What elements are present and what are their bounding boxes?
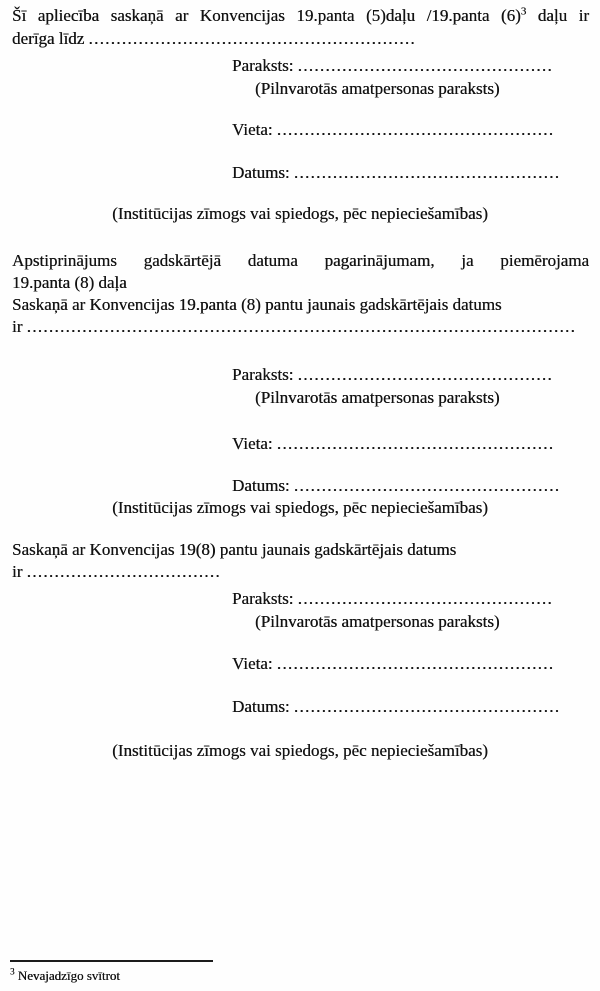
signature-row-3	[232, 588, 553, 609]
date-fill-line: ................................................	[293, 163, 561, 182]
new-annual-date-row	[12, 316, 576, 337]
footnote-marker: 3	[10, 966, 15, 977]
ir-label: ir	[12, 562, 23, 581]
date-label: Datums:	[232, 697, 290, 716]
date-row-2	[232, 475, 560, 496]
stamp-note-2: (Institūcijas zīmogs vai spiedogs, pēc nepieciešamības)	[112, 498, 488, 517]
signature-fill-line: ..............................................	[297, 365, 553, 384]
place-fill-line: ..................................................	[276, 120, 555, 139]
signature-caption-2: (Pilnvarotās amatpersonas paraksts)	[255, 388, 500, 407]
new-date-clause-3: Saskaņā ar Konvencijas 19(8) pantu jaunais gadskārtējais datums	[12, 540, 457, 559]
signature-caption-3: (Pilnvarotās amatpersonas paraksts)	[255, 612, 500, 631]
date-label: Datums:	[232, 163, 290, 182]
date-fill-line: ................................................	[293, 476, 561, 495]
signature-fill-line: ..............................................	[297, 56, 553, 75]
signature-label: Paraksts:	[232, 365, 294, 384]
place-row-2	[232, 433, 554, 454]
place-row-1	[232, 119, 554, 140]
place-label: Vieta:	[232, 654, 273, 673]
footnote-text: Nevajadzīgo svītrot	[17, 968, 120, 983]
footnote-rule	[10, 960, 213, 962]
place-label: Vieta:	[232, 434, 273, 453]
new-annual-date-fill-line: ...................................................................................................	[26, 317, 577, 336]
signature-row-2	[232, 364, 553, 385]
stamp-note-3: (Institūcijas zīmogs vai spiedogs, pēc nepieciešamības)	[112, 741, 488, 760]
new-date-row-3	[12, 561, 221, 582]
extension-clause-line2: 19.panta (8) daļa	[12, 273, 127, 292]
footnote-reference-3: 3	[520, 5, 527, 18]
valid-until-label: derīga līdz	[12, 29, 85, 48]
signature-row-1	[232, 55, 553, 76]
validity-clause-text: Šī apliecība saskaņā ar Konvencijas 19.panta (5)daļu /19.panta (6)	[12, 6, 521, 25]
place-row-3	[232, 653, 554, 674]
signature-label: Paraksts:	[232, 589, 294, 608]
signature-fill-line: ..............................................	[297, 589, 553, 608]
validity-clause-text-end: daļu ir	[526, 6, 590, 25]
date-fill-line: ................................................	[293, 697, 561, 716]
new-annual-date-clause: Saskaņā ar Konvencijas 19.panta (8) pantu jaunais gadskārtējais datums	[12, 295, 502, 314]
new-date-fill-line: ...................................	[26, 562, 221, 581]
extension-clause-line1: Apstiprinājums gadskārtējā datuma pagarinājumam, ja piemērojama	[12, 251, 589, 270]
date-label: Datums:	[232, 476, 290, 495]
valid-until-row	[12, 28, 416, 49]
valid-until-fill-line: ...........................................................	[88, 29, 416, 48]
stamp-note-1: (Institūcijas zīmogs vai spiedogs, pēc nepieciešamības)	[112, 204, 488, 223]
date-row-3	[232, 696, 560, 717]
validity-clause-line1	[12, 5, 589, 26]
place-fill-line: ..................................................	[276, 654, 555, 673]
place-label: Vieta:	[232, 120, 273, 139]
date-row-1	[232, 162, 560, 183]
signature-label: Paraksts:	[232, 56, 294, 75]
place-fill-line: ..................................................	[276, 434, 555, 453]
signature-caption-1: (Pilnvarotās amatpersonas paraksts)	[255, 79, 500, 98]
footnote	[10, 968, 120, 984]
ir-label: ir	[12, 317, 23, 336]
